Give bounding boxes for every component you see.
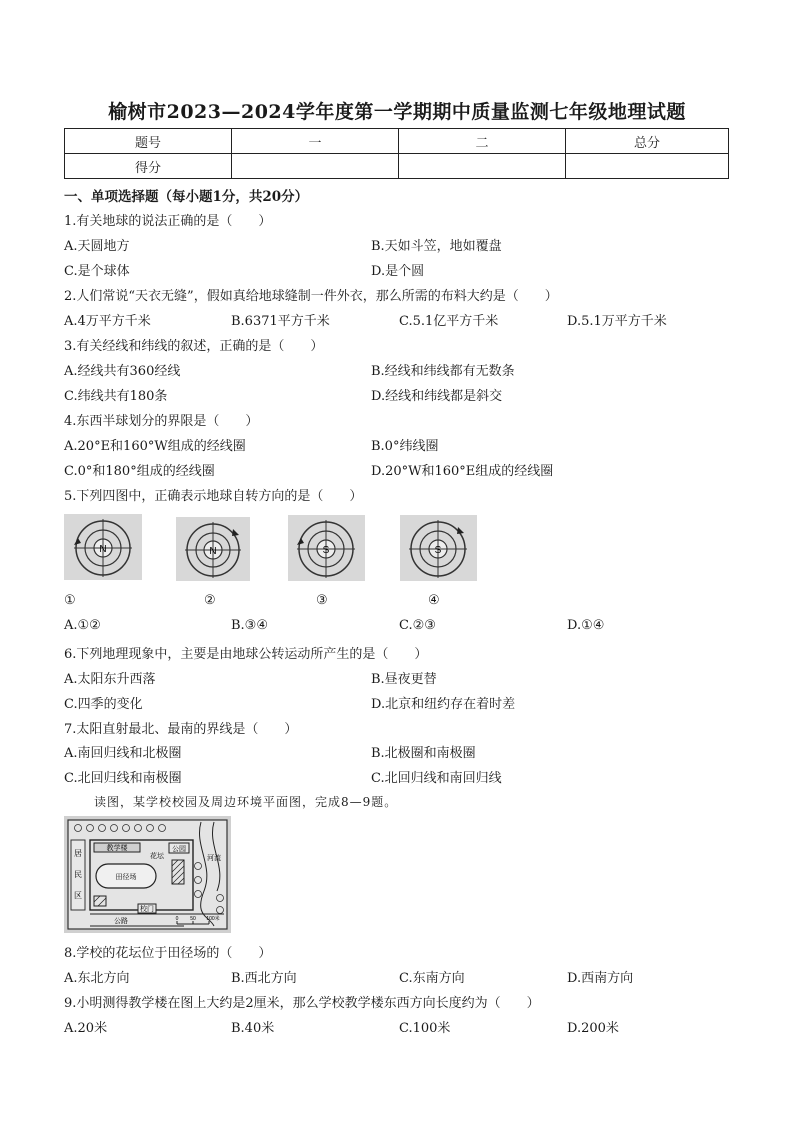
pole-label: N bbox=[99, 544, 107, 555]
option-d: D.200米 bbox=[567, 1021, 619, 1036]
map-label: 居 bbox=[74, 849, 82, 858]
option-a: A.经线共有360经线 bbox=[64, 364, 181, 379]
option-a: A.①② bbox=[64, 618, 101, 633]
pole-label: N bbox=[209, 546, 217, 557]
score-table bbox=[64, 128, 729, 179]
question-stem: 7.太阳直射最北、最南的界线是（ ） bbox=[64, 722, 298, 737]
question-stem: 9.小明测得教学楼在图上大约是2厘米，那么学校教学楼东西方向长度约为（ ） bbox=[64, 996, 540, 1011]
option-b: B.昼夜更替 bbox=[371, 672, 437, 687]
option-a: A.4万平方千米 bbox=[64, 314, 151, 329]
table-cell: 总分 bbox=[566, 129, 729, 154]
option-d: C.北回归线和南回归线 bbox=[371, 771, 502, 786]
option-c: C.北回归线和南极圈 bbox=[64, 771, 182, 786]
option-c: C.100米 bbox=[399, 1021, 451, 1036]
table-row bbox=[65, 129, 729, 154]
map-instruction: 读图，某学校校园及周边环境平面图，完成8—9题。 bbox=[94, 795, 398, 809]
question-stem: 5.下列四图中，正确表示地球自转方向的是（ ） bbox=[64, 489, 363, 504]
option-c: C.0°和180°组成的经线圈 bbox=[64, 464, 215, 479]
option-b: B.天如斗笠，地如覆盘 bbox=[371, 239, 502, 254]
pole-label: S bbox=[322, 545, 330, 556]
option-d: D.西南方向 bbox=[567, 971, 634, 986]
rotation-figure-2 bbox=[176, 517, 250, 585]
pole-label: S bbox=[434, 545, 442, 556]
question-stem: 1.有关地球的说法正确的是（ ） bbox=[64, 214, 272, 229]
map-scale-label: 100米 bbox=[206, 916, 220, 922]
map-label: 河流 bbox=[207, 855, 221, 862]
map-label: 民 bbox=[74, 870, 82, 879]
rotation-figure-3 bbox=[288, 515, 365, 585]
option-b: B.40米 bbox=[231, 1021, 275, 1036]
option-b: B.0°纬线圈 bbox=[371, 439, 439, 454]
option-c: C.四季的变化 bbox=[64, 697, 143, 712]
option-c: C.纬线共有180条 bbox=[64, 389, 168, 404]
map-label: 公园 bbox=[172, 846, 186, 853]
table-cell bbox=[566, 154, 729, 179]
table-cell bbox=[399, 154, 566, 179]
option-b: B.6371平方千米 bbox=[231, 314, 330, 329]
option-d: D.①④ bbox=[567, 618, 605, 633]
option-a: A.南回归线和北极圈 bbox=[64, 746, 182, 761]
table-cell bbox=[232, 154, 399, 179]
section-heading: 一、单项选择题（每小题1分，共20分） bbox=[64, 189, 309, 205]
option-a: A.20米 bbox=[64, 1021, 108, 1036]
map-label: 花坛 bbox=[150, 853, 164, 860]
question-stem: 6.下列地理现象中，主要是由地球公转运动所产生的是（ ） bbox=[64, 647, 428, 662]
option-b: B.经线和纬线都有无数条 bbox=[371, 364, 515, 379]
map-label: 校门 bbox=[140, 906, 154, 913]
figure-number: ③ bbox=[316, 593, 328, 608]
option-c: C.东南方向 bbox=[399, 971, 465, 986]
option-d: D.5.1万平方千米 bbox=[567, 314, 667, 329]
figure-number: ① bbox=[64, 593, 76, 608]
option-a: A.东北方向 bbox=[64, 971, 130, 986]
map-label: 田径场 bbox=[115, 874, 137, 881]
table-cell: 一 bbox=[232, 129, 399, 154]
table-cell: 二 bbox=[399, 129, 566, 154]
figure-number: ② bbox=[204, 593, 216, 608]
campus-map bbox=[64, 816, 231, 937]
page-title: 榆树市2023—2024学年度第一学期期中质量监测七年级地理试题 bbox=[108, 101, 686, 123]
figure-number: ④ bbox=[428, 593, 440, 608]
option-b: B.北极圈和南极圈 bbox=[371, 746, 476, 761]
option-d: D.北京和纽约存在着时差 bbox=[371, 697, 516, 712]
option-b: B.③④ bbox=[231, 618, 268, 633]
option-c: C.是个球体 bbox=[64, 264, 130, 279]
map-label: 教学楼 bbox=[106, 845, 128, 852]
option-a: A.太阳东升西落 bbox=[64, 672, 156, 687]
question-stem: 4.东西半球划分的界限是（ ） bbox=[64, 414, 259, 429]
map-label: 区 bbox=[74, 891, 82, 900]
option-d: D.是个圆 bbox=[371, 264, 425, 279]
question-stem: 8.学校的花坛位于田径场的（ ） bbox=[64, 946, 272, 961]
option-d: D.经线和纬线都是斜交 bbox=[371, 389, 503, 404]
table-cell: 得分 bbox=[65, 154, 232, 179]
option-a: A.20°E和160°W组成的经线圈 bbox=[64, 439, 246, 454]
option-d: D.20°W和160°E组成的经线圈 bbox=[371, 464, 554, 479]
rotation-figure-4 bbox=[400, 515, 477, 585]
question-stem: 2.人们常说“天衣无缝”，假如真给地球缝制一件外衣，那么所需的布料大约是（ ） bbox=[64, 289, 558, 304]
map-label: 公路 bbox=[114, 918, 128, 925]
question-stem: 3.有关经线和纬线的叙述，正确的是（ ） bbox=[64, 339, 324, 354]
table-row bbox=[65, 154, 729, 179]
table-cell: 题号 bbox=[65, 129, 232, 154]
option-b: B.西北方向 bbox=[231, 971, 297, 986]
map-scale-label: 50 bbox=[190, 916, 196, 922]
rotation-figure-1 bbox=[64, 514, 142, 584]
option-c: C.②③ bbox=[399, 618, 436, 633]
map-scale-label: 0 bbox=[175, 916, 179, 922]
option-a: A.天圆地方 bbox=[64, 239, 130, 254]
option-c: C.5.1亿平方千米 bbox=[399, 314, 499, 329]
